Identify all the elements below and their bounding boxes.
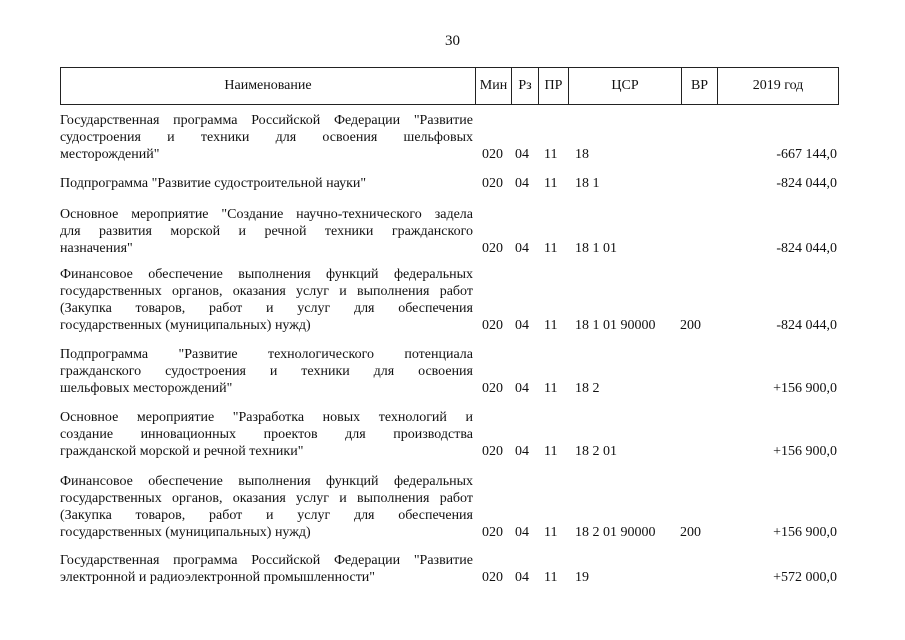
row-amount: +156 900,0 — [773, 381, 837, 396]
header-year: 2019 год — [717, 68, 838, 104]
row-name-line: Основное мероприятие "Создание научно-технического задела — [60, 207, 473, 222]
row-name-line: государственных (муниципальных) нужд) — [60, 318, 311, 333]
row-name-line: назначения" — [60, 241, 133, 256]
row-name — [60, 266, 473, 334]
row-vr: 200 — [680, 525, 701, 540]
table-row — [60, 266, 839, 334]
table-row — [60, 175, 839, 192]
row-name-line: (Закупка товаров, работ и услуг для обеспечения — [60, 301, 473, 316]
row-name-line: Государственная программа Российской Федерации "Развитие — [60, 553, 473, 568]
row-amount: -824 044,0 — [776, 176, 837, 191]
row-name-line: государственных (муниципальных) нужд) — [60, 525, 311, 540]
header-pr: ПР — [538, 68, 568, 104]
row-name-line: Подпрограмма "Развитие судостроительной науки" — [60, 176, 367, 191]
row-name — [60, 473, 473, 541]
table-row — [60, 473, 839, 541]
header-name: Наименование — [224, 78, 312, 93]
row-name-line: государственных органов, оказания услуг и выполнения работ — [60, 491, 473, 506]
row-csr: 18 1 01 — [575, 241, 617, 256]
row-rz: 04 — [515, 176, 529, 191]
row-name-line: Финансовое обеспечение выполнения функций федеральных — [60, 474, 473, 489]
row-rz: 04 — [515, 444, 529, 459]
header-rz: Рз — [511, 68, 538, 104]
row-name-line: для развития морской и речной техники гражданского — [60, 224, 473, 239]
row-pr: 11 — [544, 381, 558, 396]
row-pr: 11 — [544, 525, 558, 540]
row-name-line: создание инновационных проектов для производства — [60, 427, 473, 442]
row-name-line: Подпрограмма "Развитие технологического потенциала — [60, 347, 473, 362]
row-name — [60, 206, 473, 257]
row-csr: 18 2 — [575, 381, 600, 396]
row-csr: 18 1 — [575, 176, 600, 191]
table-row — [60, 409, 839, 460]
row-amount: -667 144,0 — [776, 147, 837, 162]
row-min: 020 — [482, 318, 503, 333]
row-rz: 04 — [515, 147, 529, 162]
row-name — [60, 409, 473, 460]
table-header — [60, 67, 839, 105]
row-rz: 04 — [515, 525, 529, 540]
row-amount: +156 900,0 — [773, 444, 837, 459]
row-name — [60, 346, 473, 397]
table-row — [60, 552, 839, 586]
row-csr: 19 — [575, 570, 589, 585]
row-name — [60, 112, 473, 163]
table-row — [60, 112, 839, 163]
header-vr: ВР — [681, 68, 717, 104]
row-min: 020 — [482, 444, 503, 459]
row-name-line: государственных органов, оказания услуг и выполнения работ — [60, 284, 473, 299]
row-min: 020 — [482, 381, 503, 396]
header-csr: ЦСР — [568, 68, 681, 104]
row-csr: 18 2 01 — [575, 444, 617, 459]
row-pr: 11 — [544, 176, 558, 191]
row-name-line: судостроения и техники для освоения шельфовых — [60, 130, 473, 145]
row-rz: 04 — [515, 318, 529, 333]
row-name — [60, 552, 473, 586]
row-min: 020 — [482, 525, 503, 540]
row-pr: 11 — [544, 318, 558, 333]
table-row — [60, 206, 839, 257]
row-pr: 11 — [544, 241, 558, 256]
row-amount: -824 044,0 — [776, 318, 837, 333]
row-name-line: месторождений" — [60, 147, 160, 162]
row-name-line: гражданской морской и речной техники" — [60, 444, 304, 459]
row-name-line: (Закупка товаров, работ и услуг для обеспечения — [60, 508, 473, 523]
row-min: 020 — [482, 241, 503, 256]
row-amount: -824 044,0 — [776, 241, 837, 256]
row-name-line: шельфовых месторождений" — [60, 381, 233, 396]
table-row — [60, 346, 839, 397]
row-name-line: Государственная программа Российской Федерации "Развитие — [60, 113, 473, 128]
row-pr: 11 — [544, 147, 558, 162]
row-min: 020 — [482, 176, 503, 191]
row-rz: 04 — [515, 570, 529, 585]
row-name-line: Основное мероприятие "Разработка новых технологий и — [60, 410, 473, 425]
row-name-line: Финансовое обеспечение выполнения функций федеральных — [60, 267, 473, 282]
row-amount: +156 900,0 — [773, 525, 837, 540]
row-vr: 200 — [680, 318, 701, 333]
row-csr: 18 2 01 90000 — [575, 525, 656, 540]
row-pr: 11 — [544, 444, 558, 459]
row-pr: 11 — [544, 570, 558, 585]
row-csr: 18 — [575, 147, 589, 162]
row-name — [60, 175, 473, 192]
row-min: 020 — [482, 147, 503, 162]
page-number: 30 — [445, 33, 460, 49]
row-csr: 18 1 01 90000 — [575, 318, 656, 333]
row-name-line: электронной и радиоэлектронной промышленности" — [60, 570, 376, 585]
header-min: Мин — [475, 68, 511, 104]
row-rz: 04 — [515, 241, 529, 256]
row-rz: 04 — [515, 381, 529, 396]
row-min: 020 — [482, 570, 503, 585]
row-name-line: гражданского судостроения и техники для освоения — [60, 364, 473, 379]
row-amount: +572 000,0 — [773, 570, 837, 585]
